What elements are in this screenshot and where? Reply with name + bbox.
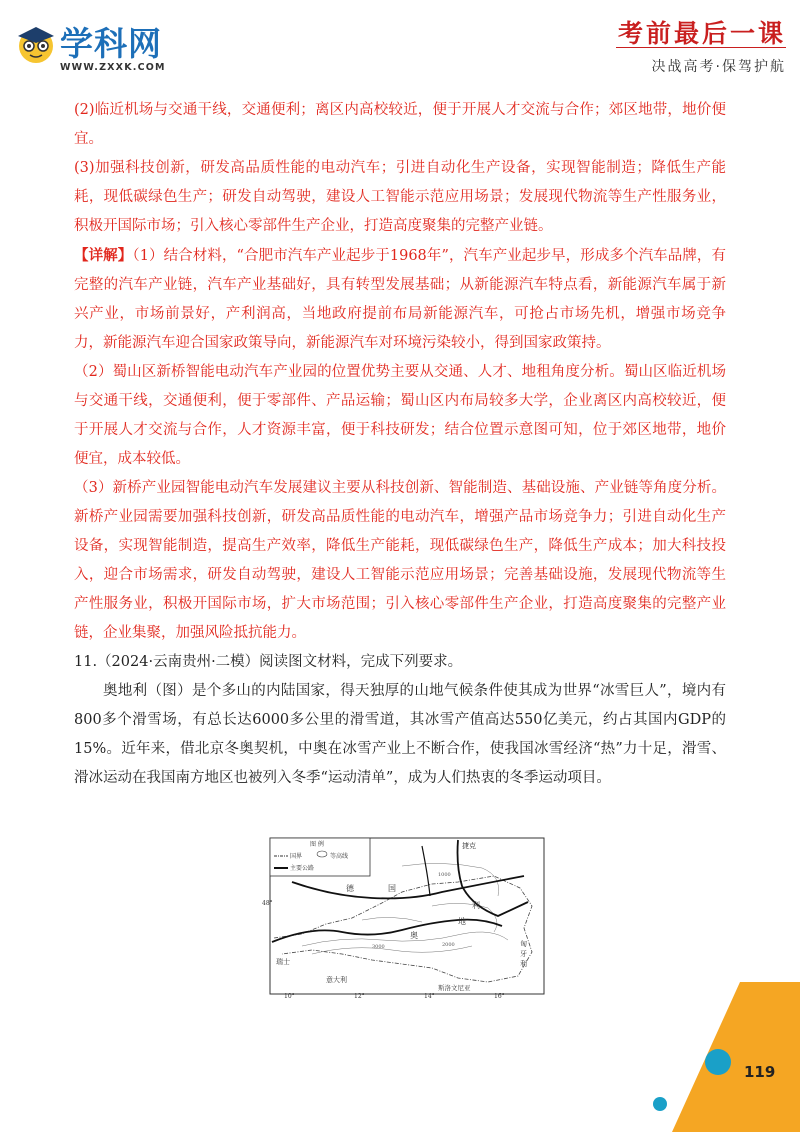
corner-decoration: [620, 982, 800, 1132]
legend-road: 主要公路: [290, 865, 315, 872]
tagline-main: 考前最后一课: [617, 19, 786, 48]
contour-label-2000: 2000: [442, 942, 455, 948]
answer-2: (2)临近机场与交通干线，交通便利；离区内高校较近，便于开展人才交流与合作；郊区地带，地价便宜。: [74, 102, 726, 147]
label-de: 德: [346, 884, 354, 893]
tagline-sub: 决战高考·保驾护航: [651, 59, 786, 75]
legend-contour: 等高线: [330, 853, 349, 860]
answer-3: (3)加强科技创新，研发高品质性能的电动汽车；引进自动化生产设备，实现智能制造；降低生产能耗，现低碳绿色生产；研发自动驾驶，建设人工智能示范应用场景；发展现代物流等生产性服务业，积极开国际市场；引入核心零部件生产企业，打造高度聚集的完整产业链。: [74, 160, 726, 234]
lon-12-label: 12°: [354, 993, 365, 998]
legend-title: 图 例: [310, 841, 324, 848]
label-czech: 捷克: [462, 842, 476, 850]
label-li2: 利: [520, 960, 527, 968]
detail-paragraph-2: （2）蜀山区新桥智能电动汽车产业园的位置优势主要从交通、人才、地租角度分析。蜀山区临近机场与交通干线，交通便利，便于零部件、产品运输；蜀山区内布局较多大学，企业离区内高校较近，便于开展人才交流与合作，人才资源丰富，便于科技研发；结合位置示意图可知，位于郊区地带，地价便宜，成本较低。: [74, 364, 726, 467]
label-guo: 国: [388, 884, 396, 893]
contour-label-3000: 3000: [372, 944, 385, 950]
document-body: [74, 96, 726, 793]
question-stem: 11.（2024·云南贵州·二模）阅读图文材料，完成下列要求。: [74, 654, 463, 670]
contour-label-1000: 1000: [438, 872, 451, 878]
label-swiss: 瑞士: [276, 958, 290, 966]
detail-tag: 【详解】: [74, 247, 133, 264]
austria-map: [262, 836, 548, 998]
legend-border: 国界: [290, 853, 303, 860]
tagline-divider: [616, 47, 786, 48]
mascot-icon: [14, 22, 58, 66]
logo-url: WWW.ZXXK.COM: [60, 62, 166, 73]
label-ao: 奥: [410, 931, 418, 940]
label-hu: 匈: [520, 940, 527, 948]
lon-16-label: 16°: [494, 993, 505, 998]
logo-title: 学科网: [60, 24, 162, 63]
detail-p1-text: （1）结合材料，“合肥市汽车产业起步于1968年”，汽车产业起步早，形成多个汽车品牌，有完整的汽车产业链，汽车产业基础好，具有转型发展基础；从新能源汽车特点看，新能源汽车属于新兴产业，市场前景好，产利润高，当地政府提前布局新能源汽车，可抢占市场先机，增强市场竞争力，新能源汽车迎合国家政策导向，新能源汽车对环境污染较小，得到国家政策持。: [74, 248, 727, 351]
lon-14-label: 14°: [424, 993, 435, 998]
page-header: [0, 0, 800, 80]
lon-10-label: 10°: [284, 993, 295, 998]
label-italy: 意大利: [326, 976, 347, 984]
logo: [14, 18, 194, 80]
label-li: 利: [472, 901, 480, 910]
question-material: 奥地利（图）是个多山的内陆国家，得天独厚的山地气候条件使其成为世界“冰雪巨人”，境内有800多个滑雪场，有总长达6000多公里的滑雪道，其冰雪产值高达550亿美元，约占其国内GDP的15%。近年来，借北京冬奥契机，中奥在冰雪产业上不断合作，使我国冰雪经济“热”力十足，滑雪、滑冰运动在我国南方地区也被列入冬季“运动清单”，成为人们热衷的冬季运动项目。: [74, 683, 726, 786]
label-slovenia: 斯洛文尼亚: [438, 984, 471, 992]
lat-48-label: 48°: [262, 900, 273, 907]
page-number: 119: [744, 1063, 776, 1081]
label-di: 地: [458, 917, 466, 926]
detail-paragraph-3: （3）新桥产业园智能电动汽车发展建议主要从科技创新、智能制造、基础设施、产业链等角度分析。新桥产业园需要加强科技创新，研发高品质性能的电动汽车，增强产品市场竞争力；引进自动化生产设备，实现智能制造，提高生产效率，降低生产能耗，现低碳绿色生产，降低生产成本；加大科技投入，迎合市场需求，研发自动驾驶，建设人工智能示范应用场景；完善基础设施，发展现代物流等生产性服务业，积极开国际市场，扩大市场范围；引入核心零部件生产企业，打造高度聚集的完整产业链，企业集聚，加强风险抵抗能力。: [74, 480, 726, 641]
detail-paragraph-1: [74, 241, 726, 358]
label-ya: 牙: [520, 950, 527, 958]
